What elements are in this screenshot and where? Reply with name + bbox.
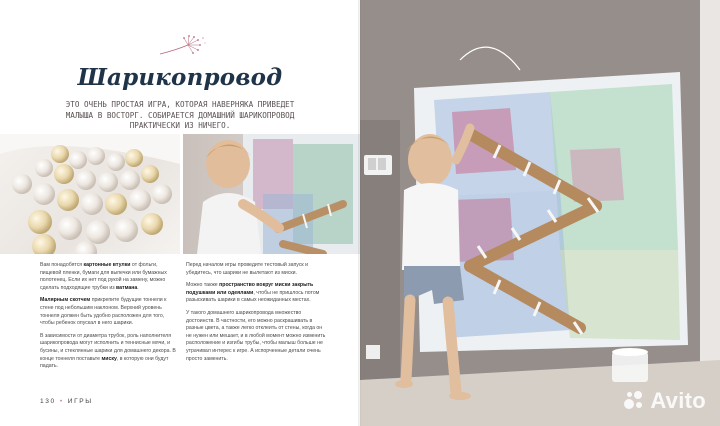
paragraph: Вам понадобятся картонные втулки от фольги, пищевой пленки, бумаги для выпечки или бумажных полотенец. Если их нет под рукой на замену, можно сделать подходящие трубки из ватмана.	[40, 262, 167, 291]
paragraph: Можно также пространство вокруг миски закрыть подушками или одеялами, чтобы не пришлось потом разыскивать шарики в самых неожиданных местах.	[186, 282, 320, 304]
dandelion-illustration	[158, 34, 208, 58]
pearls-photo	[0, 134, 180, 254]
paragraph: Малярным скотчем прикрепите будущие тоннели к стене под небольшим наклоном. Верхний уровень тоннеля должен быть удобно расположен для того, чтобы ребенок опускал в него шарики.	[40, 297, 167, 327]
text-column-1	[40, 262, 180, 376]
avito-logo-icon	[622, 389, 646, 413]
page-number: 130	[40, 398, 56, 405]
folio-separator: •	[59, 398, 64, 405]
marble-run-wall-illustration	[360, 0, 720, 426]
paragraph: У такого домашнего шарикопровода множество достоинств. В частности, его можно раскрашивать в разные цвета, а также легко отклеить от стены, когда он не нужен или мешает, и в любой момент можно изменить расположение и изгибы трубы, чтобы малыш больше не утрачивал интерес к игре. А испорченные детали очень просто заменить.	[186, 309, 326, 362]
child-at-tubes-illustration	[183, 134, 360, 254]
watermark	[622, 388, 706, 414]
page-folio	[40, 398, 93, 405]
page-gutter	[358, 0, 362, 426]
text-column-2	[186, 262, 326, 368]
paragraph: В зависимости от диаметра трубок, роль наполнителя шарикопровода могут исполнить и теннисные мячи, и бусины, и стеклянные шарики для домашнего декора. В конце тоннеля поставьте миску, в которую они будут падать.	[40, 332, 176, 370]
article-title: Шарикопровод	[77, 64, 283, 91]
section-name: ИГРЫ	[67, 398, 93, 405]
child-at-tubes-photo	[183, 134, 360, 254]
article-lead: ЭТО ОЧЕНЬ ПРОСТАЯ ИГРА, КОТОРАЯ НАВЕРНЯКА ПРИВЕДЕТ МАЛЫША В ВОСТОРГ. СОБИРАЕТСЯ ДОМАШНИЙ ШАРИКОПРОВОД ПРАКТИЧЕСКИ ИЗ НИЧЕГО.	[65, 100, 295, 131]
watermark-text: Avito	[650, 388, 706, 413]
pearls-illustration	[0, 134, 180, 254]
paragraph: Перед началом игры проведите тестовый запуск и убедитесь, что шарики не вылетают из миски.	[186, 262, 309, 276]
right-page-photo	[360, 0, 720, 426]
